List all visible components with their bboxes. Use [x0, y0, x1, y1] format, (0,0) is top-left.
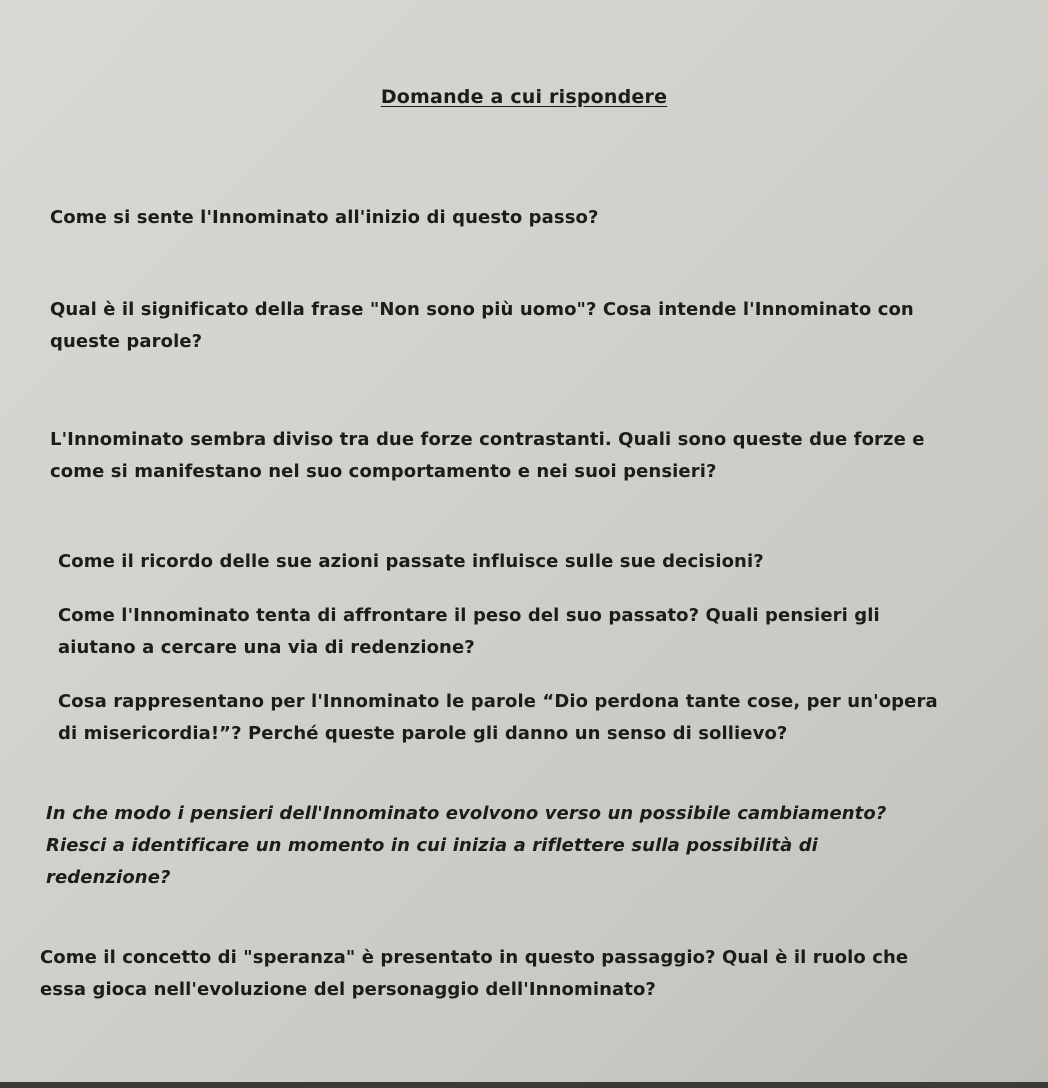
question-7 [46, 798, 886, 894]
question-line: aiutano a cercare una via di redenzione? [58, 637, 475, 658]
question-line: queste parole? [50, 331, 203, 352]
question-line: Come l'Innominato tenta di affrontare il peso del suo passato? Quali pensieri gli [58, 605, 880, 626]
question-line: Cosa rappresentano per l'Innominato le parole “Dio perdona tante cose, per un'opera [58, 691, 938, 712]
page-bottom-edge [0, 1082, 1048, 1088]
question-line: come si manifestano nel suo comportamento e nei suoi pensieri? [50, 461, 717, 482]
question-line: essa gioca nell'evoluzione del personaggio dell'Innominato? [40, 979, 656, 1000]
question-line: L'Innominato sembra diviso tra due forze contrastanti. Quali sono queste due forze e [50, 429, 925, 450]
question-3 [50, 424, 925, 488]
question-8 [40, 942, 908, 1006]
question-line: redenzione? [46, 867, 171, 888]
question-line: di misericordia!”? Perché queste parole gli danno un senso di sollievo? [58, 723, 788, 744]
question-5 [58, 600, 880, 664]
question-line: Come il concetto di "speranza" è presentato in questo passaggio? Qual è il ruolo che [40, 947, 909, 968]
question-2 [50, 294, 914, 358]
question-6 [58, 686, 938, 750]
question-line: Come il ricordo delle sue azioni passate influisce sulle sue decisioni? [58, 551, 764, 572]
question-1 [50, 202, 599, 234]
document-title: Domande a cui rispondere [380, 86, 668, 108]
question-line: Riesci a identificare un momento in cui inizia a riflettere sulla possibilità di [46, 835, 818, 856]
question-line: Come si sente l'Innominato all'inizio di questo passo? [50, 207, 599, 228]
question-line: Qual è il significato della frase "Non sono più uomo"? Cosa intende l'Innominato con [50, 299, 914, 320]
question-line: In che modo i pensieri dell'Innominato evolvono verso un possibile cambiamento? [46, 803, 887, 824]
question-4 [58, 546, 764, 578]
